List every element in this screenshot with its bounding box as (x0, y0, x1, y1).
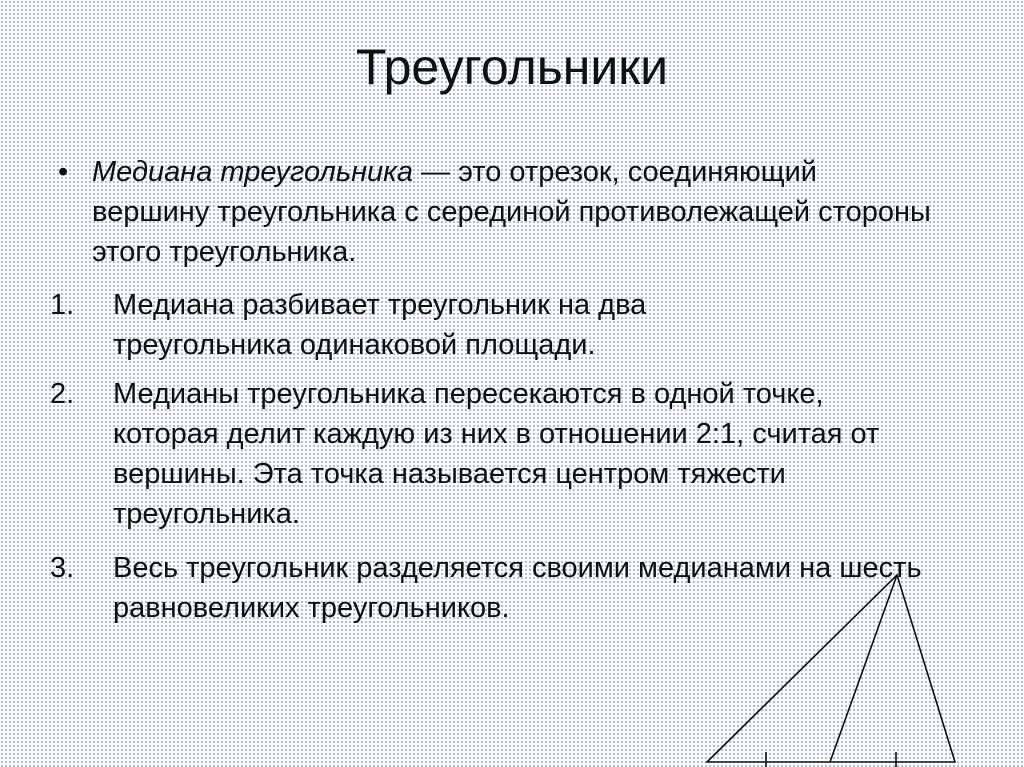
property-text: Медиана разбивает треугольник на два треугольника одинаковой площади. (113, 289, 647, 361)
bullet: • (58, 156, 69, 188)
list-number: 2. (50, 378, 75, 410)
slide-title: Треугольники (355, 39, 669, 95)
list-number: 3. (50, 552, 75, 584)
triangle (707, 575, 955, 762)
property-text: Весь треугольник разделяется своими медианами на шесть равновеликих треугольников. (113, 552, 922, 624)
definition-term: Медиана треугольника (92, 156, 413, 188)
property-text: Медианы треугольника пересекаются в одной точке, которая делит каждую из них в отношении 2:1, считая от вершины. Эта точка называется центром тяжести треугольника. (113, 378, 880, 530)
definition-text: — это отрезок, соединяющий вершину треугольника с серединой противолежащей стороны этого треугольника. (92, 156, 931, 268)
median-line (830, 575, 897, 762)
list-number: 1. (50, 289, 75, 321)
